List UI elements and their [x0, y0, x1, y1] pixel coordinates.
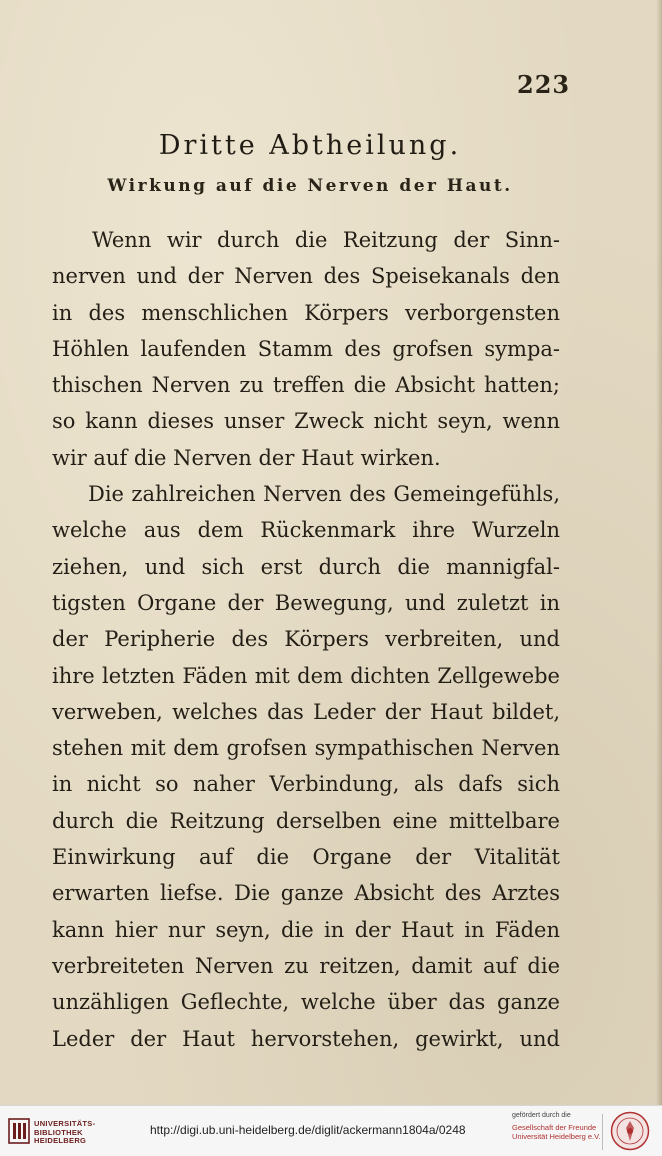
university-library-logo-icon: [8, 1117, 30, 1145]
text-line: unzähligen Geflechte, welche über das ganze: [52, 990, 560, 1015]
text-line: in nicht so naher Verbindung, als dafs sich: [52, 772, 560, 797]
footer-divider: [602, 1114, 603, 1150]
text-line: Höhlen laufenden Stamm des grofsen sympa-: [52, 336, 560, 361]
page-number: 223: [517, 70, 571, 99]
text-line: nerven und der Nerven des Speisekanals den: [52, 264, 560, 289]
text-line: kann hier nur seyn, die in der Haut in Fäden: [52, 917, 560, 942]
text-line: Leder der Haut hervorstehen, gewirkt, und: [52, 1026, 560, 1051]
body-text: [52, 222, 560, 1057]
text-line: tigsten Organe der Bewegung, und zuletzt in: [52, 590, 560, 615]
sponsor-label: gefördert durch die: [512, 1112, 571, 1119]
library-name: UNIVERSITÄTS- BIBLIOTHEK HEIDELBERG: [34, 1119, 96, 1145]
text-line: wir auf die Nerven der Haut wirken.: [52, 445, 441, 470]
text-line: durch die Reitzung derselben eine mittelbare: [52, 808, 560, 833]
text-line: welche aus dem Rückenmark ihre Wurzeln: [52, 518, 560, 543]
text-line: Wenn wir durch die Reitzung der Sinn-: [92, 228, 560, 252]
digitization-footer: [0, 1105, 662, 1156]
text-line: Einwirkung auf die Organe der Vitalität: [52, 845, 560, 870]
text-line: ihre letzten Fäden mit dem dichten Zellgewebe: [52, 663, 560, 688]
text-line: der Peripherie des Körpers verbreiten, und: [52, 627, 560, 652]
text-line: Die zahlreichen Nerven des Gemeingefühls,: [88, 482, 560, 507]
chapter-title: Dritte Abtheilung.: [158, 130, 462, 161]
page-edge-shadow: [656, 0, 662, 1105]
sponsor-name: Gesellschaft der Freunde Universität Heidelberg e.V.: [512, 1123, 601, 1141]
university-seal-icon: [610, 1111, 650, 1151]
text-line: ziehen, und sich erst durch die mannigfal-: [52, 554, 560, 579]
text-line: thischen Nerven zu treffen die Absicht hatten;: [52, 373, 560, 398]
text-line: in des menschlichen Körpers verborgensten: [52, 300, 560, 325]
text-line: stehen mit dem grofsen sympathischen Nerven: [52, 736, 560, 761]
chapter-subtitle: Wirkung auf die Nerven der Haut.: [107, 176, 513, 196]
permalink-url[interactable]: http://digi.ub.uni-heidelberg.de/diglit/ackermann1804a/0248: [150, 1123, 466, 1137]
text-line: erwarten liefse. Die ganze Absicht des Arztes: [52, 881, 560, 906]
text-line: verbreiteten Nerven zu reitzen, damit auf die: [52, 953, 560, 978]
text-line: verweben, welches das Leder der Haut bildet,: [52, 699, 560, 724]
text-line: so kann dieses unser Zweck nicht seyn, wenn: [52, 409, 560, 434]
